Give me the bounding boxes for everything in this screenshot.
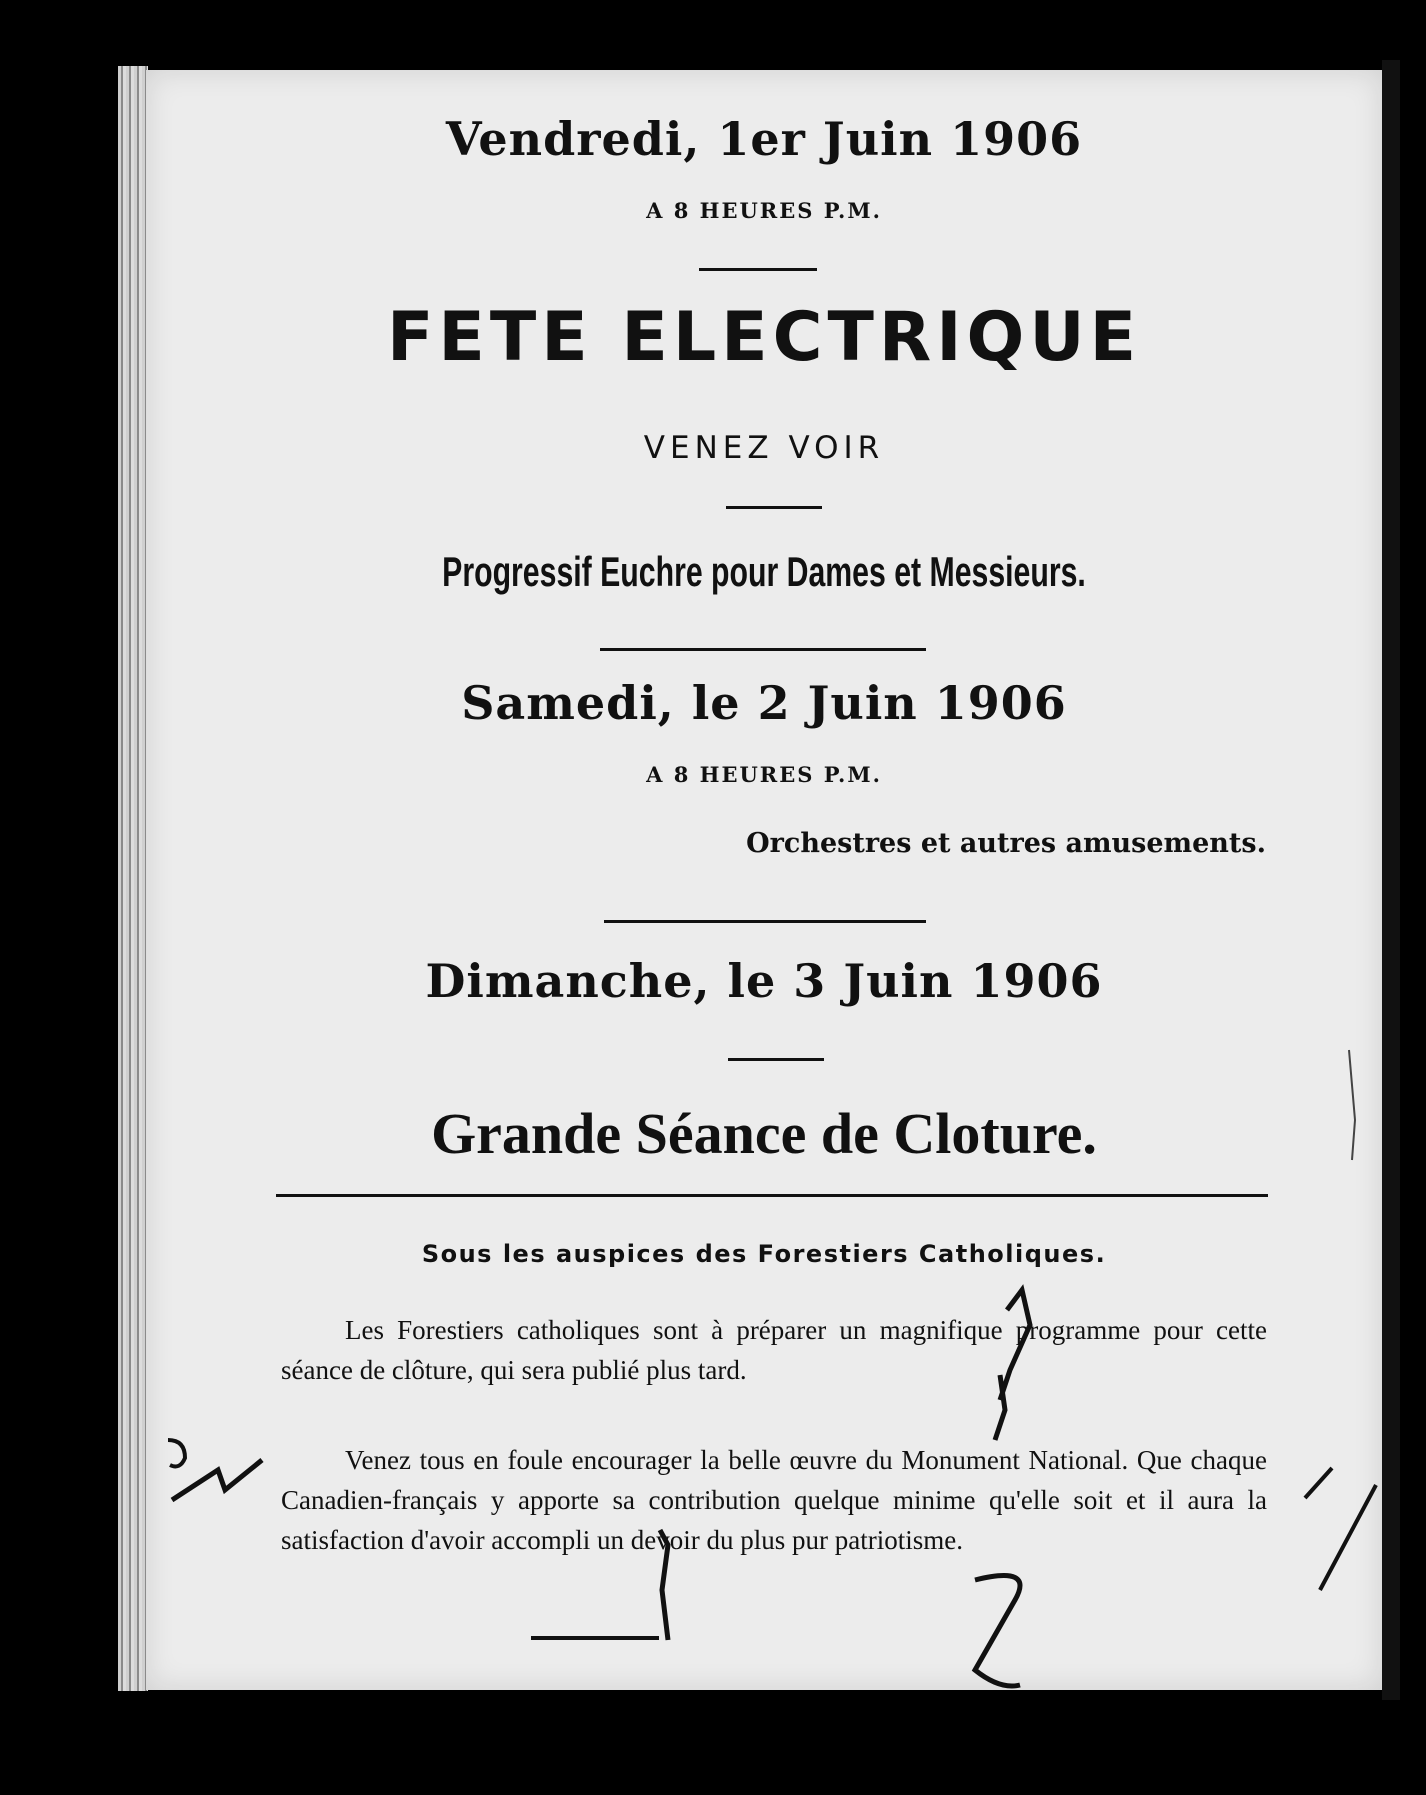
pen-mark [660,1530,668,1640]
pen-mark [975,1576,1020,1687]
event1-date: Vendredi, 1er Juin 1906 [445,112,1083,166]
pen-mark [168,1440,185,1466]
event2-time: A 8 HEURES P.M. [646,762,882,787]
auspices-line: Sous les auspices des Forestiers Catholiques. [421,1240,1107,1268]
closing-title: Grande Séance de Cloture. [431,1101,1097,1166]
paragraph-2: Venez tous en foule encourager la belle œuvre du Monument National. Que chaque Canadien-français y apporte sa contribution quelque minime qu'elle soit et il aura la satisfaction d'avoir accompli un devoir du plus pur patriotisme. [281,1445,1267,1555]
paragraph-1: Les Forestiers catholiques sont à préparer un magnifique programme pour cette séance de clôture, qui sera publié plus tard. [281,1315,1267,1385]
event3-date: Dimanche, le 3 Juin 1906 [425,954,1103,1008]
pen-mark [172,1460,262,1500]
headline: FETE ELECTRIQUE [386,298,1142,377]
euchre-line: Progressif Euchre pour Dames et Messieurs. [442,548,1086,595]
event2-date: Samedi, le 2 Juin 1906 [461,676,1067,730]
event2-note: Orchestres et autres amusements. [746,828,1266,859]
event1-time: A 8 HEURES P.M. [646,198,882,223]
pen-mark [1000,1290,1030,1400]
venez-voir: VENEZ VOIR [643,430,885,466]
pen-mark [1305,1468,1332,1498]
pen-mark [1349,1050,1355,1160]
pen-mark [995,1375,1005,1440]
pen-mark [1320,1485,1376,1590]
